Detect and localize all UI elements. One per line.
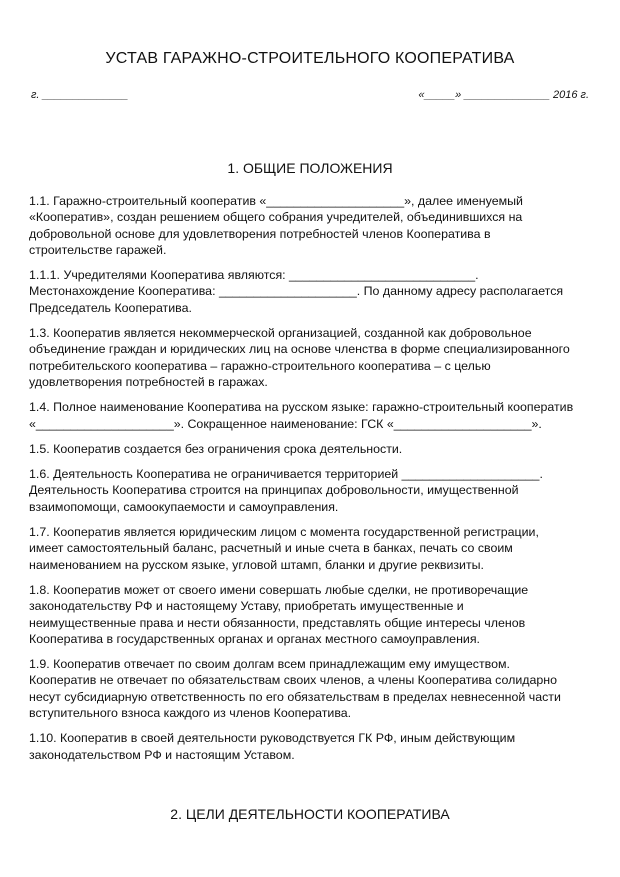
paragraph-1-1-1: 1.1.1. Учредителями Кооператива являются: ___________________________. Местонахождение Кооператива: ____________________. По данному адресу располагается Председатель Кооператива. <box>29 268 564 315</box>
paragraph-1-4: 1.4. Полное наименование Кооператива на русском языке: гаражно-строительный кооператив «____________________». Сокращенное наименование: ГСК «____________________». <box>29 400 574 431</box>
paragraph-1-10: 1.10. Кооператив в своей деятельности руководствуется ГК РФ, иным действующим законодательством РФ и настоящим Уставом. <box>29 731 516 762</box>
paragraph-1-9: 1.9. Кооператив отвечает по своим долгам всем принадлежащим ему имуществом. Кооператив не отвечает по обязательствам своих членов, а члены Кооператива солидарно несут субсидиарную ответственность по его обязательствам в пределах невнесенной части вступительного взноса каждого из членов Кооператива. <box>29 657 561 721</box>
paragraph-1-6: 1.6. Деятельность Кооператива не ограничивается территорией ____________________. Деятельность Кооператива строится на принципах добровольности, имущественной взаимопомощи, самоокупаемости и самоуправления. <box>29 467 543 514</box>
document-title: УСТАВ ГАРАЖНО-СТРОИТЕЛЬНОГО КООПЕРАТИВА <box>105 50 515 67</box>
paragraph-1-7: 1.7. Кооператив является юридическим лицом с момента государственной регистрации, имеет самостоятельный баланс, расчетный и иные счета в банках, печать со своим наименованием на русском языке, угловой штамп, бланки и другие реквизиты. <box>29 525 539 572</box>
section-2-heading: 2. ЦЕЛИ ДЕЯТЕЛЬНОСТИ КООПЕРАТИВА <box>170 806 450 822</box>
paragraph-1-8: 1.8. Кооператив может от своего имени совершать любые сделки, не противоречащие законодательству РФ и настоящему Уставу, приобретать имущественные и неимущественные права и нести обязанности, представлять общие интересы членов Кооператива в государственных органах и органах местного самоуправления. <box>29 582 529 646</box>
section-1-heading: 1. ОБЩИЕ ПОЛОЖЕНИЯ <box>227 160 393 176</box>
paragraph-1-1: 1.1. Гаражно-строительный кооператив «____________________», далее именуемый «Кооператив», создан решением общего собрания учредителей, объединившихся на добровольной основе для удовлетворения потребностей членов Кооператива в строительстве гаражей. <box>29 194 523 257</box>
section-1-body <box>29 193 574 772</box>
paragraph-1-5: 1.5. Кооператив создается без ограничения срока деятельности. <box>29 441 403 456</box>
date-field: «_____» ______________ 2016 г. <box>418 89 589 101</box>
place-field: г. ______________ <box>31 89 129 101</box>
paragraph-1-3: 1.3. Кооператив является некоммерческой организацией, созданной как добровольное объединение граждан и юридических лиц на основе членства в форме специализированного потребительского кооператива – гаражно-строительного кооператива – с целью удовлетворения потребностей в гаражах. <box>29 326 570 389</box>
place-date-line <box>31 89 589 105</box>
